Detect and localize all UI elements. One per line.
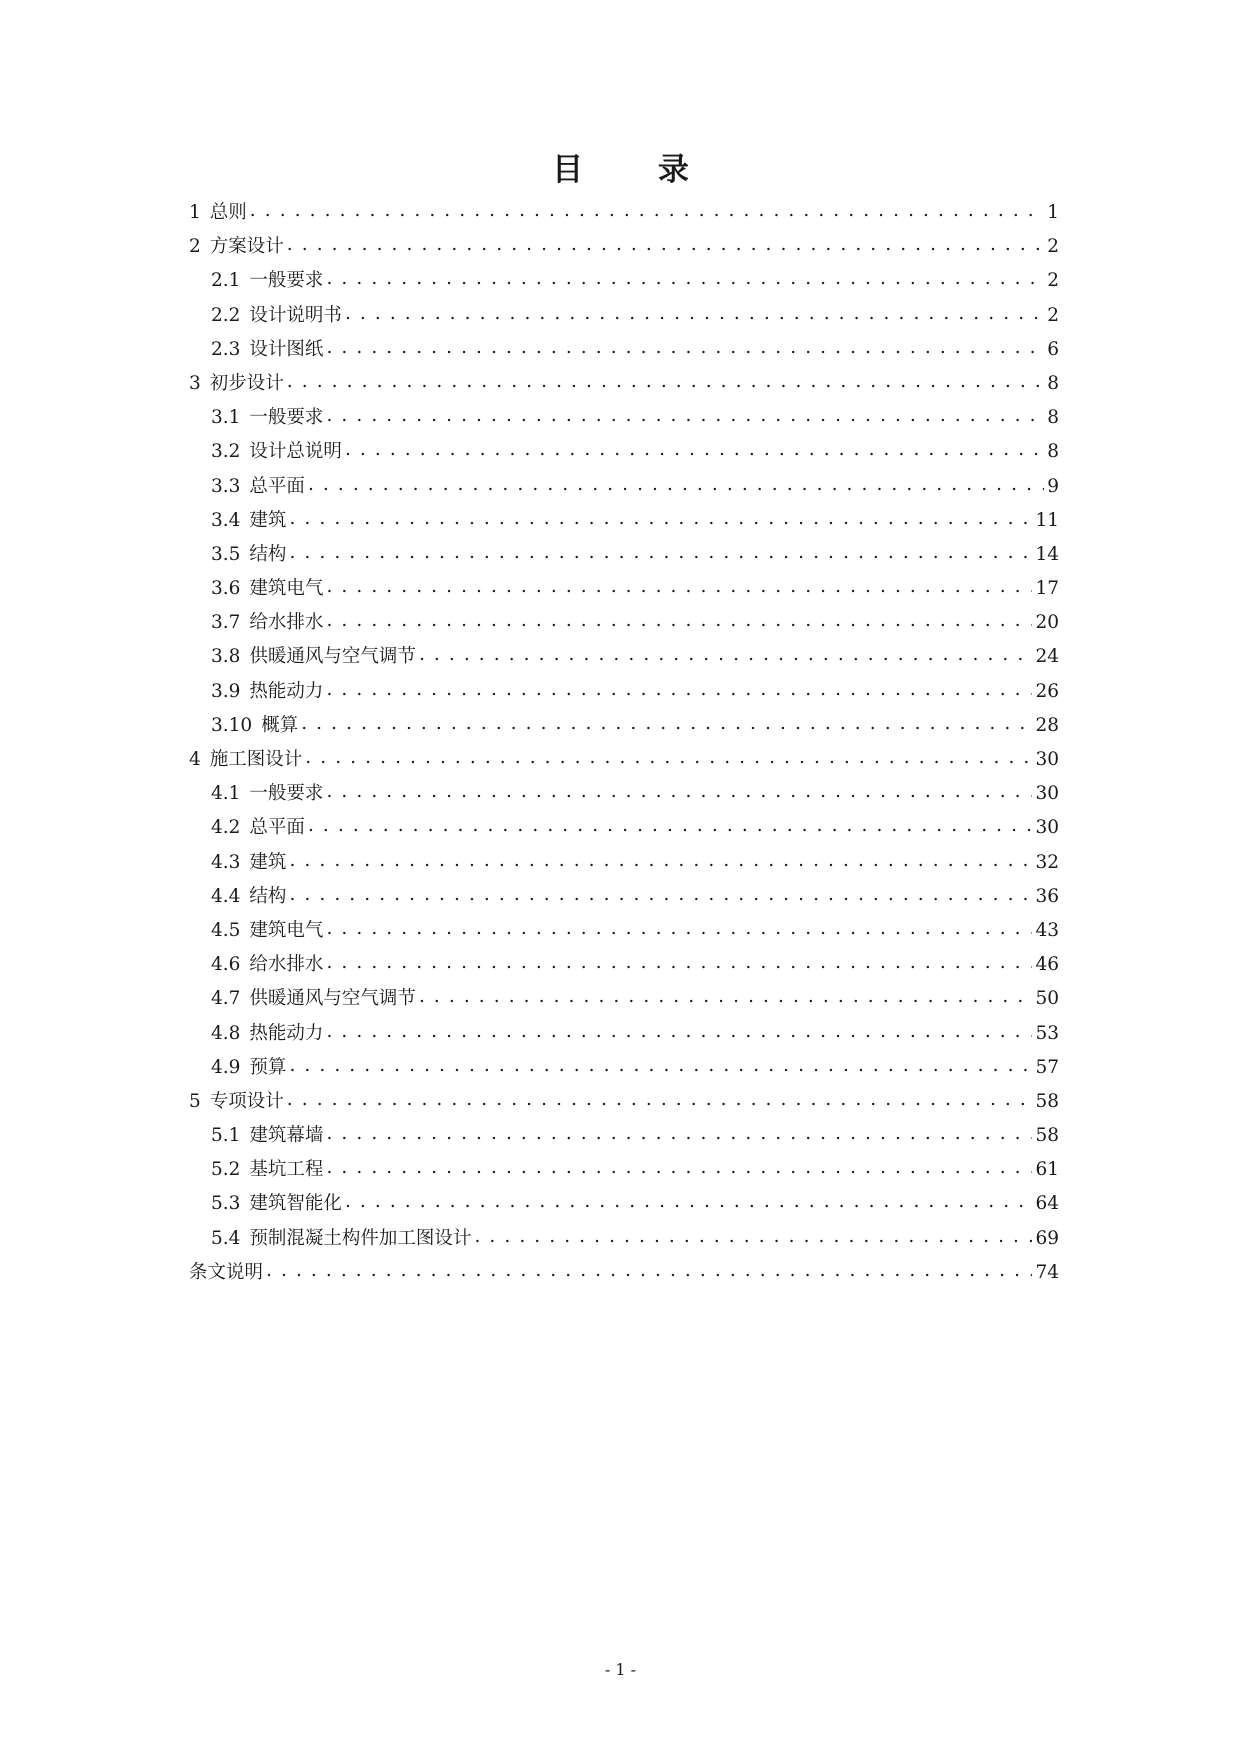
- toc-dot-leader: [308, 468, 1044, 502]
- toc-entry-page: 61: [1035, 1159, 1059, 1181]
- toc-dot-leader: [326, 331, 1044, 365]
- toc-entry-label: 设计总说明: [249, 441, 342, 463]
- toc-entry-label: 建筑电气: [249, 919, 324, 941]
- toc-entry-page: 69: [1035, 1227, 1059, 1249]
- toc-title: 目 录: [552, 152, 721, 188]
- toc-dot-leader: [474, 1220, 1032, 1254]
- toc-entry[interactable]: [189, 1017, 1059, 1051]
- toc-entry-label: 热能动力: [249, 680, 324, 702]
- toc-entry-number: 4.5: [211, 919, 241, 941]
- toc-entry-number: 5: [189, 1090, 201, 1112]
- toc-entry-number: 4.2: [211, 817, 241, 839]
- toc-entry-number: 5.2: [211, 1159, 241, 1181]
- toc-entry-page: 74: [1035, 1261, 1059, 1283]
- toc-entry-page: 58: [1035, 1090, 1059, 1112]
- toc-entry-number: 4.7: [211, 988, 241, 1010]
- toc-entry-number: 4.9: [211, 1056, 241, 1078]
- toc-entry-number: 3.7: [211, 612, 241, 634]
- toc-entry[interactable]: [189, 1222, 1059, 1256]
- toc-entry-label: 专项设计: [209, 1090, 284, 1112]
- toc-entry-page: 26: [1035, 680, 1059, 702]
- toc-entry[interactable]: [189, 1187, 1059, 1221]
- toc-entry[interactable]: [189, 1119, 1059, 1153]
- toc-entry-number: 2: [189, 236, 201, 258]
- toc-entry-page: 9: [1047, 475, 1059, 497]
- toc-entry-number: 3: [189, 372, 201, 394]
- toc-entry-number: 5.4: [211, 1227, 241, 1249]
- toc-entry[interactable]: [189, 1051, 1059, 1085]
- toc-entry-page: 36: [1035, 885, 1059, 907]
- toc-entry[interactable]: [189, 640, 1059, 674]
- toc-entry-page: 20: [1035, 612, 1059, 634]
- toc-dot-leader: [289, 1049, 1032, 1083]
- toc-entry-number: 3.1: [211, 407, 241, 429]
- toc-entry-number: 2.3: [211, 338, 241, 360]
- toc-dot-leader: [289, 878, 1032, 912]
- toc-entry[interactable]: [189, 709, 1059, 743]
- toc-entry-page: 8: [1047, 372, 1059, 394]
- toc-entry-label: 建筑智能化: [249, 1193, 342, 1215]
- toc-dot-leader: [419, 980, 1033, 1014]
- table-of-contents: [189, 196, 1059, 1290]
- toc-dot-leader: [326, 912, 1032, 946]
- toc-entry[interactable]: [189, 196, 1059, 230]
- toc-entry-label: 热能动力: [249, 1022, 324, 1044]
- toc-dot-leader: [287, 365, 1044, 399]
- toc-entry-number: 3.8: [211, 646, 241, 668]
- toc-entry-label: 初步设计: [209, 372, 284, 394]
- toc-entry-label: 供暖通风与空气调节: [249, 988, 416, 1010]
- toc-dot-leader: [326, 570, 1032, 604]
- toc-entry-page: 64: [1035, 1193, 1059, 1215]
- toc-entry[interactable]: [189, 470, 1059, 504]
- toc-dot-leader: [326, 775, 1032, 809]
- toc-entry[interactable]: [189, 606, 1059, 640]
- toc-entry-label: 概算: [261, 714, 299, 736]
- toc-entry-label: 一般要求: [249, 783, 324, 805]
- toc-entry-page: 53: [1035, 1022, 1059, 1044]
- toc-entry-page: 8: [1047, 407, 1059, 429]
- toc-dot-leader: [266, 1254, 1032, 1288]
- toc-entry-label: 总平面: [249, 817, 305, 839]
- toc-dot-leader: [345, 1185, 1033, 1219]
- toc-entry[interactable]: [189, 811, 1059, 845]
- toc-entry-label: 一般要求: [249, 407, 324, 429]
- toc-entry[interactable]: [189, 846, 1059, 880]
- toc-entry[interactable]: [189, 1256, 1059, 1290]
- toc-entry-page: 11: [1035, 509, 1059, 531]
- toc-entry-label: 设计图纸: [249, 338, 324, 360]
- toc-entry-page: 32: [1035, 851, 1059, 873]
- toc-entry-page: 2: [1047, 236, 1059, 258]
- toc-entry[interactable]: [189, 367, 1059, 401]
- toc-entry[interactable]: [189, 435, 1059, 469]
- toc-dot-leader: [326, 262, 1044, 296]
- toc-entry-page: 17: [1035, 578, 1059, 600]
- toc-dot-leader: [326, 1015, 1032, 1049]
- toc-entry-label: 给水排水: [249, 612, 324, 634]
- toc-entry-label: 建筑电气: [249, 578, 324, 600]
- toc-entry-label: 一般要求: [249, 270, 324, 292]
- toc-dot-leader: [289, 536, 1032, 570]
- toc-entry[interactable]: [189, 880, 1059, 914]
- toc-entry-page: 1: [1047, 202, 1059, 223]
- toc-entry[interactable]: [189, 264, 1059, 298]
- toc-entry[interactable]: [189, 504, 1059, 538]
- toc-dot-leader: [326, 946, 1032, 980]
- toc-dot-leader: [287, 228, 1044, 262]
- toc-entry-label: 建筑: [249, 851, 287, 873]
- toc-dot-leader: [289, 502, 1032, 536]
- toc-entry-number: 3.6: [211, 578, 241, 600]
- toc-entry-page: 24: [1035, 646, 1059, 668]
- toc-entry[interactable]: [189, 299, 1059, 333]
- toc-entry[interactable]: [189, 572, 1059, 606]
- toc-entry-label: 条文说明: [189, 1261, 264, 1283]
- toc-entry-label: 供暖通风与空气调节: [249, 646, 416, 668]
- toc-entry-label: 建筑: [249, 509, 287, 531]
- toc-dot-leader: [345, 297, 1044, 331]
- toc-entry-label: 预算: [249, 1056, 287, 1078]
- toc-entry-number: 4.4: [211, 885, 241, 907]
- toc-entry-number: 3.9: [211, 680, 241, 702]
- toc-entry-page: 2: [1047, 304, 1059, 326]
- toc-dot-leader: [250, 194, 1044, 228]
- toc-dot-leader: [326, 1117, 1032, 1151]
- toc-dot-leader: [301, 707, 1032, 741]
- toc-entry-label: 建筑幕墙: [249, 1125, 324, 1147]
- toc-entry-number: 2.2: [211, 304, 241, 326]
- page-number: - 1 -: [604, 1660, 637, 1679]
- toc-entry-label: 基坑工程: [249, 1159, 324, 1181]
- toc-entry-number: 2.1: [211, 270, 241, 292]
- toc-dot-leader: [326, 673, 1032, 707]
- toc-entry-number: 3.10: [211, 714, 253, 736]
- toc-entry-number: 4.3: [211, 851, 241, 873]
- toc-entry-label: 总平面: [249, 475, 305, 497]
- toc-entry[interactable]: [189, 1085, 1059, 1119]
- toc-entry-page: 43: [1035, 919, 1059, 941]
- toc-entry-number: 3.4: [211, 509, 241, 531]
- toc-entry[interactable]: [189, 777, 1059, 811]
- toc-entry-number: 4.8: [211, 1022, 241, 1044]
- toc-entry-label: 结构: [249, 543, 287, 565]
- toc-entry[interactable]: [189, 1153, 1059, 1187]
- toc-entry[interactable]: [189, 401, 1059, 435]
- toc-entry-number: 4: [189, 749, 201, 770]
- toc-entry[interactable]: [189, 333, 1059, 367]
- toc-entry-page: 30: [1035, 749, 1059, 770]
- toc-entry-number: 5.1: [211, 1125, 241, 1147]
- toc-entry-label: 结构: [249, 885, 287, 907]
- toc-entry-page: 58: [1035, 1125, 1059, 1147]
- toc-dot-leader: [305, 741, 1032, 775]
- toc-entry-number: 5.3: [211, 1193, 241, 1215]
- toc-dot-leader: [419, 638, 1033, 672]
- toc-entry-label: 总则: [209, 202, 247, 223]
- toc-dot-leader: [289, 844, 1032, 878]
- toc-entry-label: 给水排水: [249, 954, 324, 976]
- toc-entry-label: 预制混凝土构件加工图设计: [249, 1227, 472, 1249]
- toc-dot-leader: [326, 604, 1032, 638]
- toc-entry-page: 6: [1047, 338, 1059, 360]
- toc-entry-page: 50: [1035, 988, 1059, 1010]
- toc-entry-number: 1: [189, 202, 201, 223]
- toc-entry-page: 30: [1035, 783, 1059, 805]
- toc-entry-page: 14: [1035, 543, 1059, 565]
- toc-dot-leader: [345, 433, 1044, 467]
- toc-entry[interactable]: [189, 743, 1059, 777]
- toc-entry-page: 30: [1035, 817, 1059, 839]
- toc-entry-page: 57: [1035, 1056, 1059, 1078]
- toc-dot-leader: [308, 809, 1033, 843]
- toc-entry[interactable]: [189, 914, 1059, 948]
- toc-entry-page: 46: [1035, 954, 1059, 976]
- toc-dot-leader: [326, 1151, 1032, 1185]
- toc-entry-number: 4.1: [211, 783, 241, 805]
- toc-entry[interactable]: [189, 230, 1059, 264]
- toc-entry[interactable]: [189, 675, 1059, 709]
- toc-entry-label: 方案设计: [209, 236, 284, 258]
- toc-entry-page: 2: [1047, 270, 1059, 292]
- toc-entry-number: 4.6: [211, 954, 241, 976]
- toc-entry-number: 3.3: [211, 475, 241, 497]
- toc-dot-leader: [326, 399, 1044, 433]
- toc-entry-number: 3.2: [211, 441, 241, 463]
- toc-entry[interactable]: [189, 982, 1059, 1016]
- toc-entry-label: 设计说明书: [249, 304, 342, 326]
- toc-entry[interactable]: [189, 948, 1059, 982]
- toc-entry-label: 施工图设计: [209, 749, 303, 770]
- toc-entry-number: 3.5: [211, 543, 241, 565]
- toc-dot-leader: [287, 1083, 1033, 1117]
- toc-entry-page: 8: [1047, 441, 1059, 463]
- toc-entry[interactable]: [189, 538, 1059, 572]
- toc-entry-page: 28: [1035, 714, 1059, 736]
